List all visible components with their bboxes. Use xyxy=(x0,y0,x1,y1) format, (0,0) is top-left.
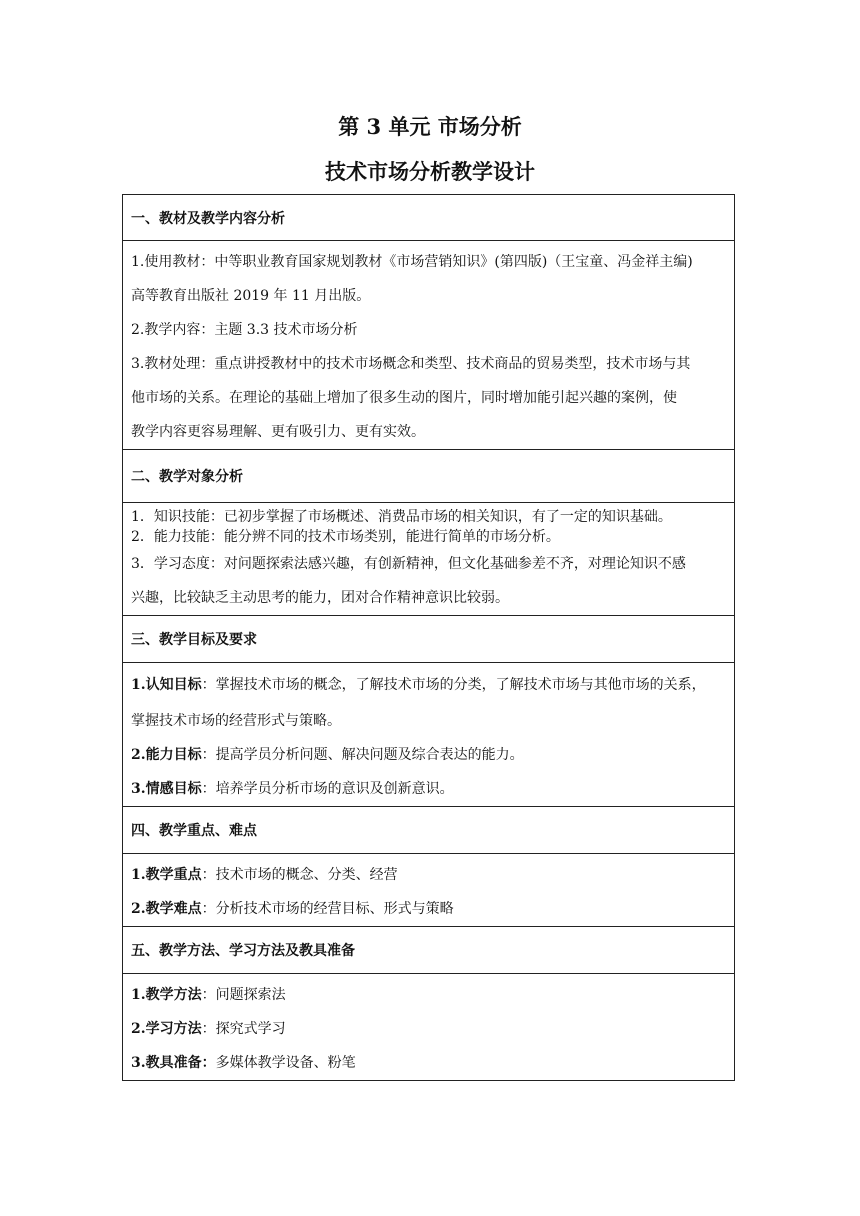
section-3-item xyxy=(131,772,726,806)
section-2-body xyxy=(123,503,735,616)
section-2-line: 兴趣，比较缺乏主动思考的能力，团对合作精神意识比较弱。 xyxy=(131,590,509,606)
section-5-body xyxy=(123,974,735,1081)
item-text: ：技术市场的概念、分类、经营 xyxy=(201,867,398,883)
section-3-body xyxy=(123,663,735,807)
section-2-line: 1．知识技能：已初步掌握了市场概述、消费品市场的相关知识，有了一定的知识基础。 xyxy=(131,509,672,525)
section-1-line: 教学内容更容易理解、更有吸引力、更有实效。 xyxy=(131,424,425,440)
section-4-body xyxy=(123,854,735,927)
item-text: 多媒体教学设备、粉笔 xyxy=(215,1055,356,1071)
item-label: 2.能力目标 xyxy=(131,747,202,763)
section-5-heading: 五、教学方法、学习方法及教具准备 xyxy=(123,927,735,974)
section-5-item xyxy=(131,978,726,1012)
item-text: 掌握技术市场的经营形式与策略。 xyxy=(131,713,341,729)
section-1-line: 2.教学内容：主题 3.3 技术市场分析 xyxy=(131,322,358,338)
section-2-heading: 二、教学对象分析 xyxy=(123,450,735,503)
item-text: ：探究式学习 xyxy=(201,1021,286,1037)
section-1-line: 3.教材处理：重点讲授教材中的技术市场概念和类型、技术商品的贸易类型，技术市场与其 xyxy=(131,356,691,372)
section-1-line: 1.使用教材：中等职业教育国家规划教材《市场营销知识》(第四版)（王宝童、冯金祥主编) xyxy=(131,254,693,270)
section-3-item xyxy=(131,704,726,738)
section-2-line: 2．能力技能：能分辨不同的技术市场类别，能进行简单的市场分析。 xyxy=(131,529,560,545)
section-5-body-row xyxy=(123,974,735,1081)
section-3-body-row xyxy=(123,663,735,807)
item-label: 1.教学方法 xyxy=(131,987,202,1003)
lesson-design-table xyxy=(122,194,735,1081)
section-1-header-row xyxy=(123,195,735,241)
item-label: 2.教学难点 xyxy=(131,901,202,917)
section-3-item xyxy=(131,738,726,772)
item-text: ：掌握技术市场的概念，了解技术市场的分类，了解技术市场与其他市场的关系， xyxy=(201,677,706,693)
section-2-line: 3．学习态度：对问题探索法感兴趣，有创新精神，但文化基础参差不齐，对理论知识不感 xyxy=(131,556,686,572)
unit-title: 第 3 单元 市场分析 xyxy=(338,114,522,139)
section-3-item xyxy=(131,667,726,704)
item-text: ：培养学员分析市场的意识及创新意识。 xyxy=(201,781,454,797)
section-4-item xyxy=(131,892,726,926)
item-label: 2.学习方法 xyxy=(131,1021,202,1037)
section-1-body-row xyxy=(123,241,735,450)
section-4-item xyxy=(131,858,726,892)
section-3-header-row xyxy=(123,616,735,663)
section-5-item xyxy=(131,1012,726,1046)
section-4-body-row xyxy=(123,854,735,927)
item-text: ：问题探索法 xyxy=(201,987,286,1003)
item-label: 1.认知目标 xyxy=(131,677,202,693)
item-label: 3.情感目标 xyxy=(131,781,202,797)
document-title: 技术市场分析教学设计 xyxy=(325,159,535,184)
item-text: ：分析技术市场的经营目标、形式与策略 xyxy=(201,901,454,917)
section-2-header-row xyxy=(123,450,735,503)
section-3-heading: 三、教学目标及要求 xyxy=(123,616,735,663)
section-2-body-row xyxy=(123,503,735,616)
section-5-item xyxy=(131,1046,726,1080)
section-1-line: 高等教育出版社 2019 年 11 月出版。 xyxy=(131,288,371,304)
item-label: 3.教具准备： xyxy=(131,1055,216,1071)
item-text: ：提高学员分析问题、解决问题及综合表达的能力。 xyxy=(201,747,524,763)
section-1-line: 他市场的关系。在理论的基础上增加了很多生动的图片，同时增加能引起兴趣的案例，使 xyxy=(131,390,677,406)
section-1-body xyxy=(123,241,735,450)
section-4-header-row xyxy=(123,807,735,854)
section-4-heading: 四、教学重点、难点 xyxy=(123,807,735,854)
section-1-heading: 一、教材及教学内容分析 xyxy=(123,195,735,241)
section-5-header-row xyxy=(123,927,735,974)
item-label: 1.教学重点 xyxy=(131,867,202,883)
